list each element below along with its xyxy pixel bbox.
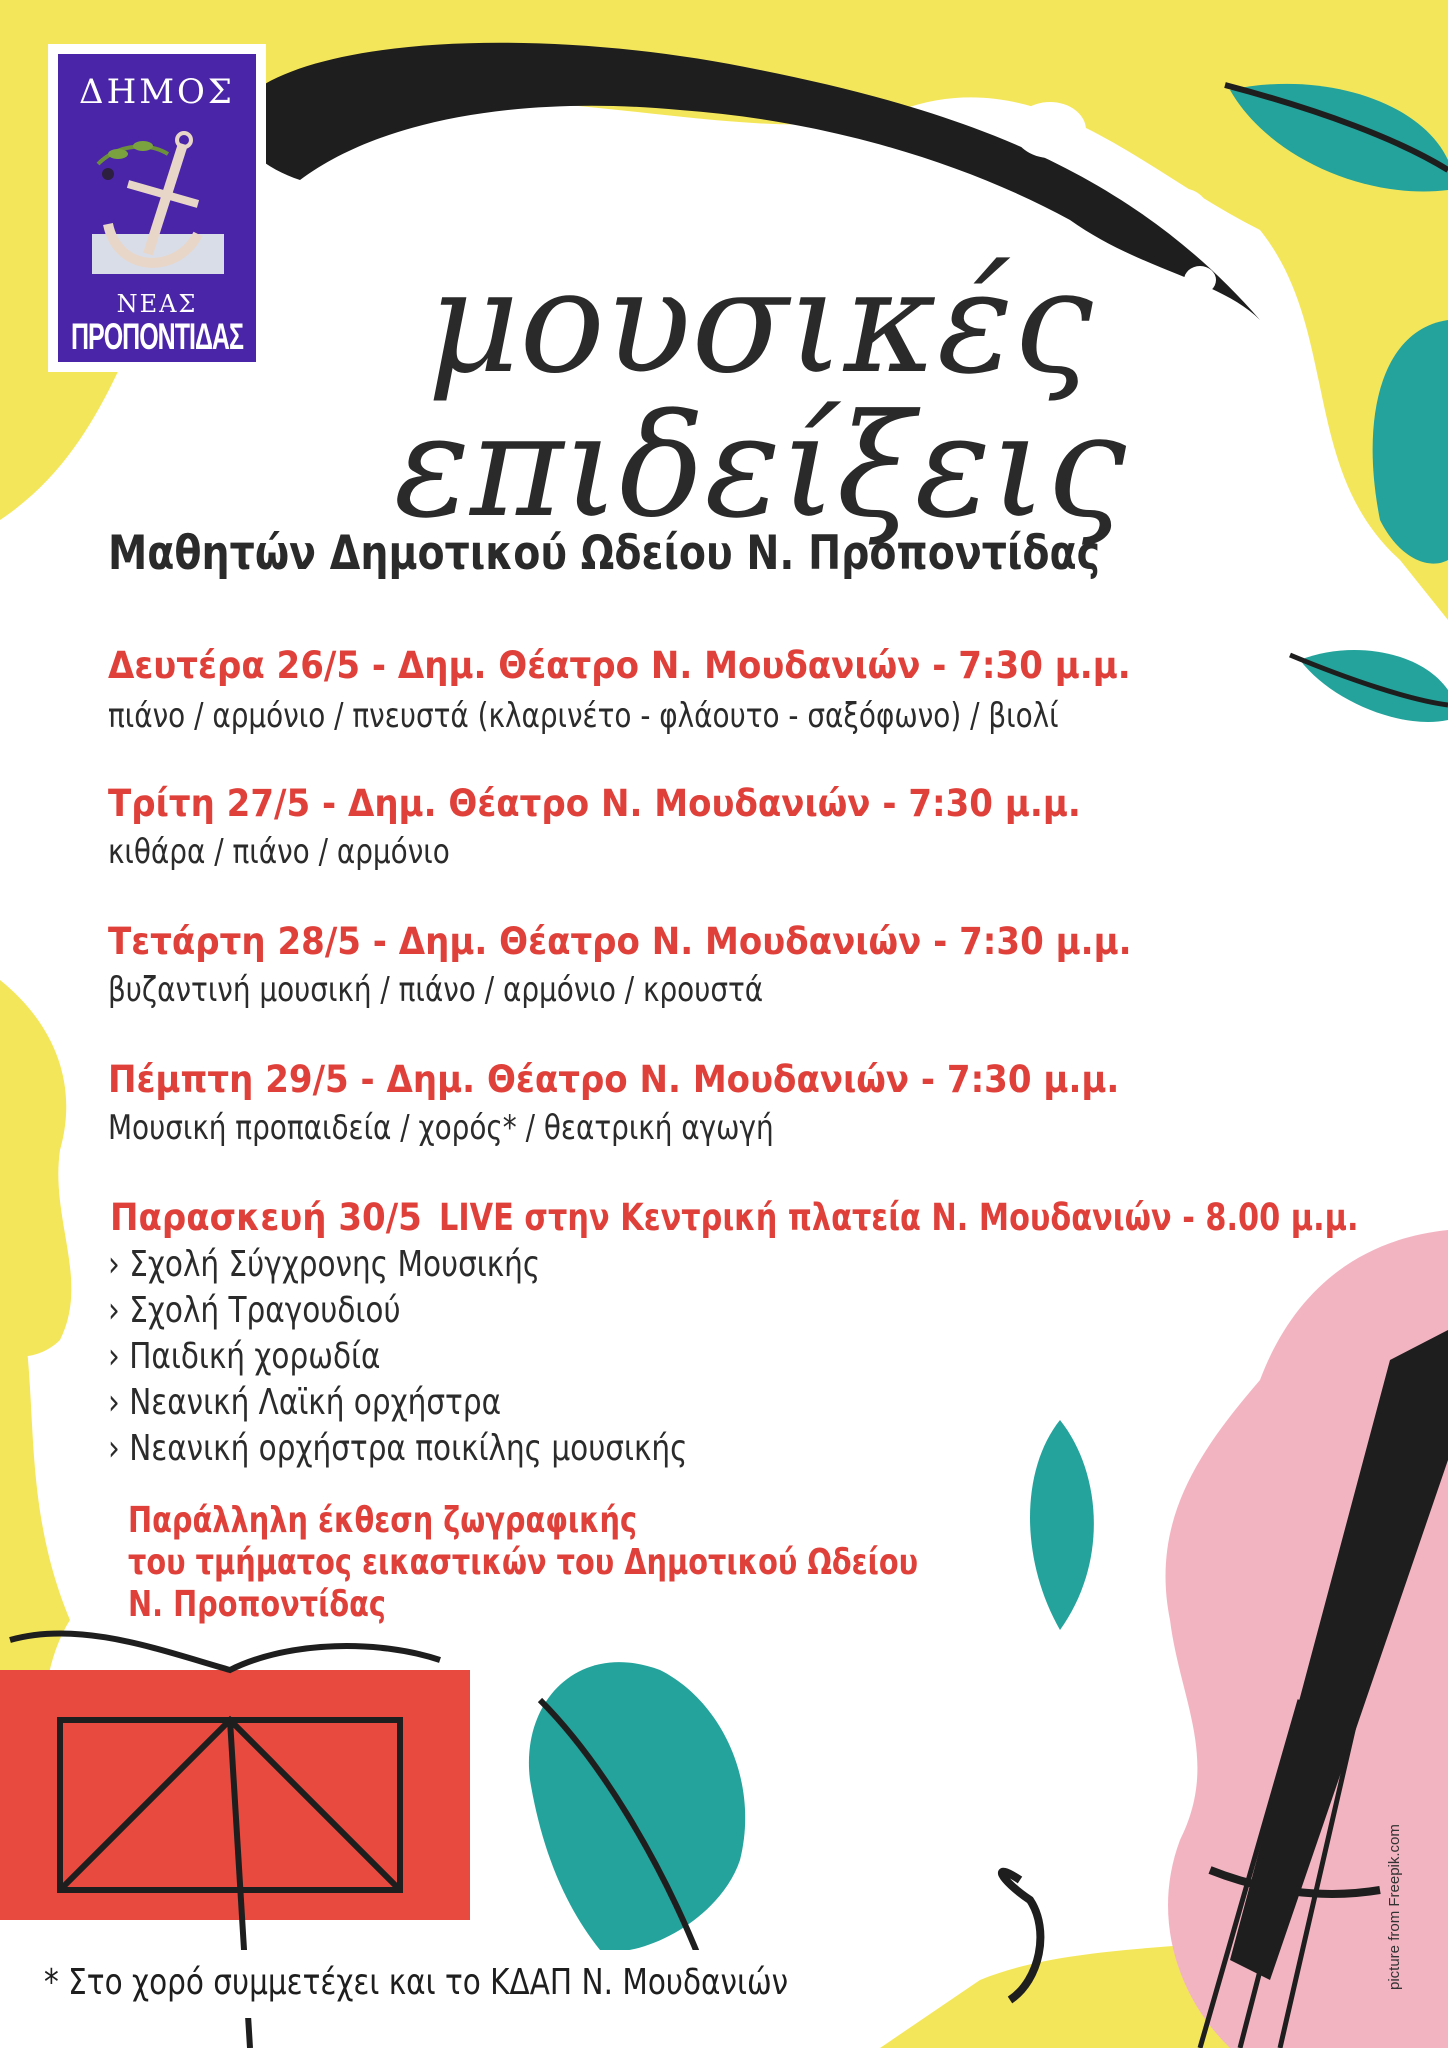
live-event-day: Παρασκευή 30/5 — [110, 1196, 422, 1239]
logo-bottom-text: ΠΡΟΠΟΝΤΙΔΑΣ — [71, 316, 243, 358]
teal-leaf — [1230, 84, 1448, 192]
exhibition-line: Παράλληλη έκθεση ζωγραφικής — [128, 1500, 638, 1541]
event-heading: Τετάρτη 28/5 - Δημ. Θέατρο Ν. Μουδανιών - 7:30 μ.μ. — [108, 920, 1132, 963]
list-item: › Νεανική Λαϊκή ορχήστρα — [108, 1382, 502, 1423]
white-spot — [1184, 266, 1216, 294]
event-details: Μουσική προπαιδεία / χορός* / θεατρική αγωγή — [108, 1108, 774, 1148]
white-spot — [1152, 188, 1208, 232]
image-credit: picture from Freepik.com — [1386, 1824, 1403, 1990]
footnote: * Στο χορό συμμετέχει και το ΚΔΑΠ Ν. Μουδανιών — [44, 1962, 789, 2003]
list-item: › Σχολή Τραγουδιού — [108, 1290, 401, 1331]
event-heading: Δευτέρα 26/5 - Δημ. Θέατρο Ν. Μουδανιών - 7:30 μ.μ. — [108, 644, 1131, 687]
list-item: › Παιδική χορωδία — [108, 1336, 381, 1377]
exhibition-line: Ν. Προποντίδας — [128, 1584, 387, 1625]
logo-top-text: ΔΗΜΟΣ — [79, 72, 235, 112]
logo-mid-text: ΝΕΑΣ — [116, 290, 198, 318]
anchor-icon — [88, 124, 228, 284]
event-heading: Πέμπτη 29/5 - Δημ. Θέατρο Ν. Μουδανιών - 7:30 μ.μ. — [108, 1058, 1120, 1101]
event-details: κιθάρα / πιάνο / αρμόνιο — [108, 832, 450, 872]
main-title-line1: μουσικές — [427, 240, 1093, 405]
list-item: › Νεανική ορχήστρα ποικίλης μουσικής — [108, 1428, 688, 1469]
list-item: › Σχολή Σύγχρονης Μουσικής — [108, 1244, 541, 1285]
subtitle: Μαθητών Δημοτικού Ωδείου Ν. Προποντίδας — [108, 526, 1101, 581]
event-heading: Τρίτη 27/5 - Δημ. Θέατρο Ν. Μουδανιών - 7:30 μ.μ. — [108, 782, 1081, 825]
main-title-line2: επιδείξεις — [393, 384, 1127, 549]
white-spot — [1014, 102, 1086, 158]
event-details: πιάνο / αρμόνιο / πνευστά (κλαρινέτο - φλάουτο - σαξόφωνο) / βιολί — [108, 696, 1059, 736]
municipality-logo — [48, 44, 266, 372]
live-event-rest: LIVE στην Κεντρική πλατεία Ν. Μουδανιών - 8.00 μ.μ. — [439, 1196, 1359, 1239]
logo-field — [58, 54, 256, 362]
live-event-heading — [110, 1196, 1448, 1239]
exhibition-line: του τμήματος εικαστικών του Δημοτικού Ωδείου — [128, 1542, 919, 1583]
event-details: βυζαντινή μουσική / πιάνο / αρμόνιο / κρουστά — [108, 970, 764, 1010]
teal-leaf — [1373, 320, 1448, 564]
